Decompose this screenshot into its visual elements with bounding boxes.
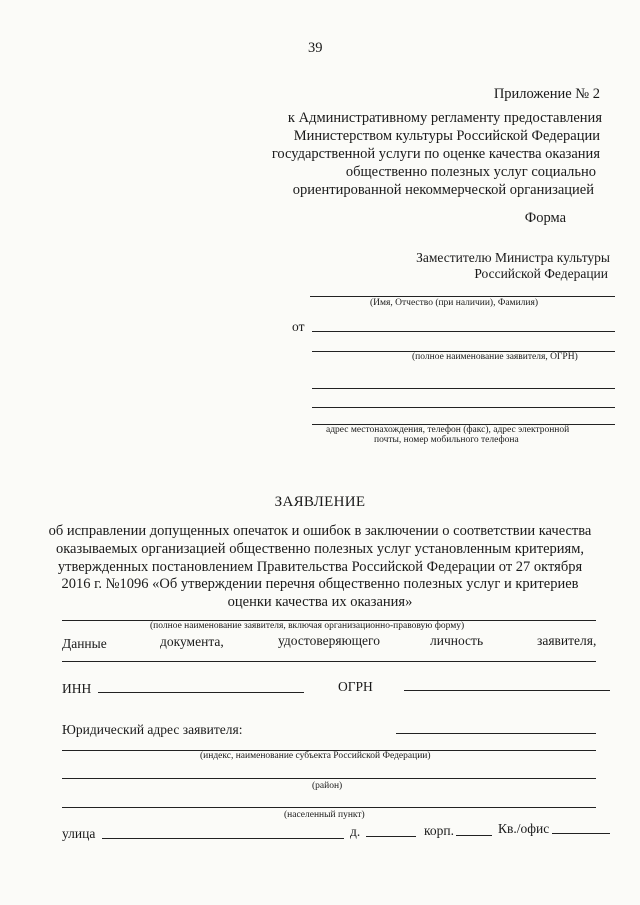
doc-word: удостоверяющего	[278, 633, 380, 648]
doc-word: заявителя,	[537, 633, 597, 648]
annex-line: ориентированной некоммерческой организацией	[292, 182, 594, 198]
from-label: от	[292, 319, 305, 334]
apartment-label: Кв./офис	[498, 821, 550, 836]
street-label: улица	[62, 826, 96, 841]
district-line[interactable]	[62, 778, 596, 779]
annex-title: Приложение № 2	[493, 86, 600, 102]
annex-line: общественно полезных услуг социально	[345, 164, 596, 180]
applicant-caption: (полное наименование заявителя, ОГРН)	[412, 352, 578, 362]
statement-title: ЗАЯВЛЕНИЕ	[274, 494, 366, 510]
name-caption: (Имя, Отчество (при наличии), Фамилия)	[370, 298, 539, 308]
statement-line: оценки качества их оказания»	[227, 594, 413, 610]
address-line[interactable]	[312, 388, 615, 389]
doc-word: Данные	[62, 636, 107, 651]
statement-line: об исправлении допущенных опечаток и ошибок в заключении о соответствии качества	[48, 523, 592, 539]
document-line[interactable]	[62, 661, 596, 662]
ogrn-label: ОГРН	[338, 679, 373, 694]
building-label: корп.	[424, 823, 454, 838]
street-field[interactable]	[102, 838, 344, 839]
apartment-field[interactable]	[552, 833, 610, 834]
legal-address-label: Юридический адрес заявителя:	[62, 722, 243, 737]
applicant-full-caption: (полное наименование заявителя, включая организационно-правовую форму)	[150, 621, 465, 631]
house-field[interactable]	[366, 836, 416, 837]
region-caption: (индекс, наименование субъекта Российской Федерации)	[200, 751, 431, 761]
building-field[interactable]	[456, 835, 492, 836]
doc-word: личность	[430, 633, 484, 648]
annex-line: государственной услуги по оценке качества оказания	[271, 146, 600, 162]
from-line[interactable]	[312, 331, 615, 332]
address-caption: адрес местонахождения, телефон (факс), адрес электронной	[326, 425, 570, 435]
statement-line: 2016 г. №1096 «Об утверждении перечня общественно полезных услуг и критериев	[61, 576, 579, 592]
inn-label: ИНН	[62, 681, 92, 696]
ogrn-field[interactable]	[404, 690, 610, 691]
form-label: Форма	[524, 210, 566, 226]
address-line[interactable]	[312, 407, 615, 408]
name-line[interactable]	[310, 296, 615, 297]
district-caption: (район)	[312, 781, 343, 791]
address-caption: почты, номер мобильного телефона	[374, 435, 519, 445]
house-label: д.	[350, 824, 361, 839]
locality-line[interactable]	[62, 807, 596, 808]
addressee-line: Заместителю Министра культуры	[416, 250, 610, 265]
addressee-line: Российской Федерации	[474, 266, 608, 281]
locality-caption: (населенный пункт)	[284, 810, 365, 820]
annex-line: к Административному регламенту предоставления	[287, 110, 602, 126]
inn-field[interactable]	[98, 692, 304, 693]
page-number: 39	[308, 40, 323, 56]
statement-line: утвержденных постановлением Правительства Российской Федерации от 27 октября	[57, 559, 583, 575]
doc-word: документа,	[160, 634, 224, 649]
legal-address-field[interactable]	[396, 733, 596, 734]
statement-line: оказываемых организацией общественно полезных услуг установленным критериям,	[55, 541, 585, 557]
annex-line: Министерством культуры Российской Федерации	[293, 128, 600, 144]
